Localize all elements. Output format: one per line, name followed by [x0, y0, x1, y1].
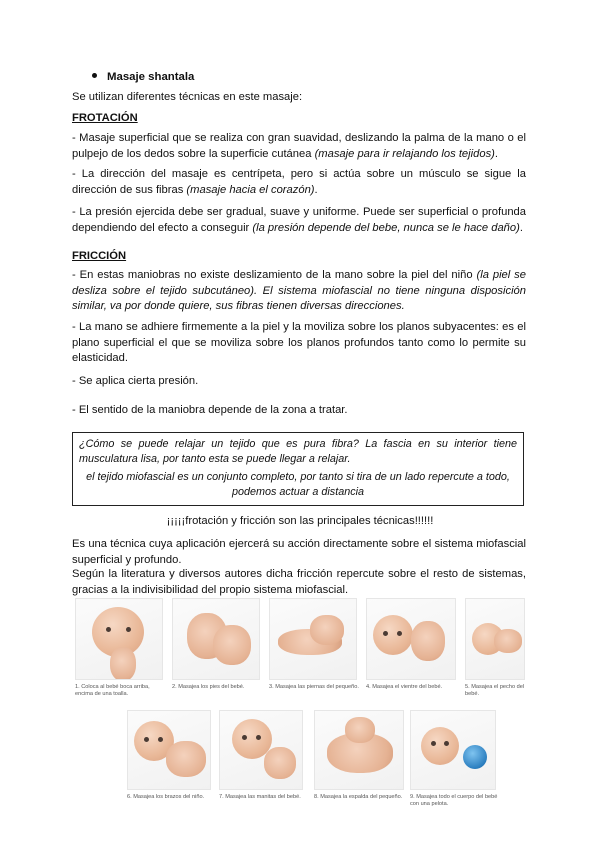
friccion-heading: FRICCIÓN	[72, 250, 127, 262]
bullet-icon	[92, 73, 97, 78]
friccion-item-1: - En estas maniobras no existe deslizamiento de la mano sobre la piel del niño (la piel se desliza sobre el tejido subcutáneo). El sistema miofascial no tiene ninguna disposición similar, va por donde quiere, sus fibras tienen diversas direcciones.	[72, 269, 526, 313]
photo-feet-massage	[172, 598, 260, 680]
photo-chest-massage	[465, 598, 525, 680]
photo-arms-massage	[127, 710, 211, 790]
paragraph-2: Según la literatura y diversos autores dicha fricción repercute sobre el resto de sistemas, gracias a la indivisibilidad del propio sistema miofascial.	[72, 568, 526, 596]
photo-belly-massage	[366, 598, 456, 680]
photo-caption-5: 5. Masajea el pecho del bebé.	[465, 684, 525, 698]
info-box-line-1: ¿Cómo se puede relajar un tejido que es pura fibra? La fascia en su interior tiene musculatura lisa, por tanto esta se puede llegar a relajar.	[79, 438, 517, 465]
photo-baby-lying	[75, 598, 163, 680]
photo-caption-2: 2. Masajea los pies del bebé.	[172, 684, 245, 690]
info-box-line-2: el tejido miofascial es un conjunto completo, por tanto si tira de un lado repercute a todo, podemos actuar a distancia	[86, 471, 510, 498]
photo-back-massage	[314, 710, 404, 790]
photo-ball-massage	[410, 710, 496, 790]
photo-caption-7: 7. Masajea las manitas del bebé.	[219, 794, 301, 800]
frotacion-item-1: - Masaje superficial que se realiza con gran suavidad, deslizando la palma de la mano o el pulpejo de los dedos sobre la superficie cutánea (masaje para ir relajando los tejidos).	[72, 132, 526, 160]
bullet-title: Masaje shantala	[92, 71, 194, 83]
photo-hands-massage	[219, 710, 303, 790]
intro-text: Se utilizan diferentes técnicas en este masaje:	[72, 91, 303, 103]
photo-caption-8: 8. Masajea la espalda del pequeño.	[314, 794, 403, 800]
photo-caption-4: 4. Masajea el vientre del bebé.	[366, 684, 443, 690]
friccion-item-4: - El sentido de la maniobra depende de la zona a tratar.	[72, 404, 348, 416]
highlight-text: ¡¡¡¡¡frotación y fricción son las principales técnicas!!!!!!	[166, 515, 434, 527]
photo-caption-1: 1. Coloca al bebé boca arriba, encima de una toalla.	[75, 684, 150, 698]
info-box	[72, 432, 524, 506]
photo-caption-9: 9. Masajea todo el cuerpo del bebé con una pelota.	[410, 794, 498, 808]
photo-legs-massage	[269, 598, 357, 680]
friccion-item-3: - Se aplica cierta presión.	[72, 375, 199, 387]
photo-caption-6: 6. Masajea los brazos del niño.	[127, 794, 205, 800]
frotacion-heading: FROTACIÓN	[72, 112, 138, 124]
photo-caption-3: 3. Masajea las piernas del pequeño.	[269, 684, 359, 690]
friccion-item-2: - La mano se adhiere firmemente a la piel y la moviliza sobre los planos subyacentes: es el plano superficial el que se moviliza sobre los planos profundos tanto como lo permite su elasticidad.	[72, 321, 526, 365]
frotacion-item-3: - La presión ejercida debe ser gradual, suave y uniforme. Puede ser superficial o profunda dependiendo del efecto a conseguir (la presión depende del bebe, nunca se le hace daño).	[72, 206, 526, 234]
frotacion-item-2: - La dirección del masaje es centrípeta, pero si actúa sobre un músculo se sigue la dirección de sus fibras (masaje hacia el corazón).	[72, 168, 526, 196]
paragraph-1: Es una técnica cuya aplicación ejercerá su acción directamente sobre el sistema miofascial superficial y profundo.	[72, 538, 526, 566]
